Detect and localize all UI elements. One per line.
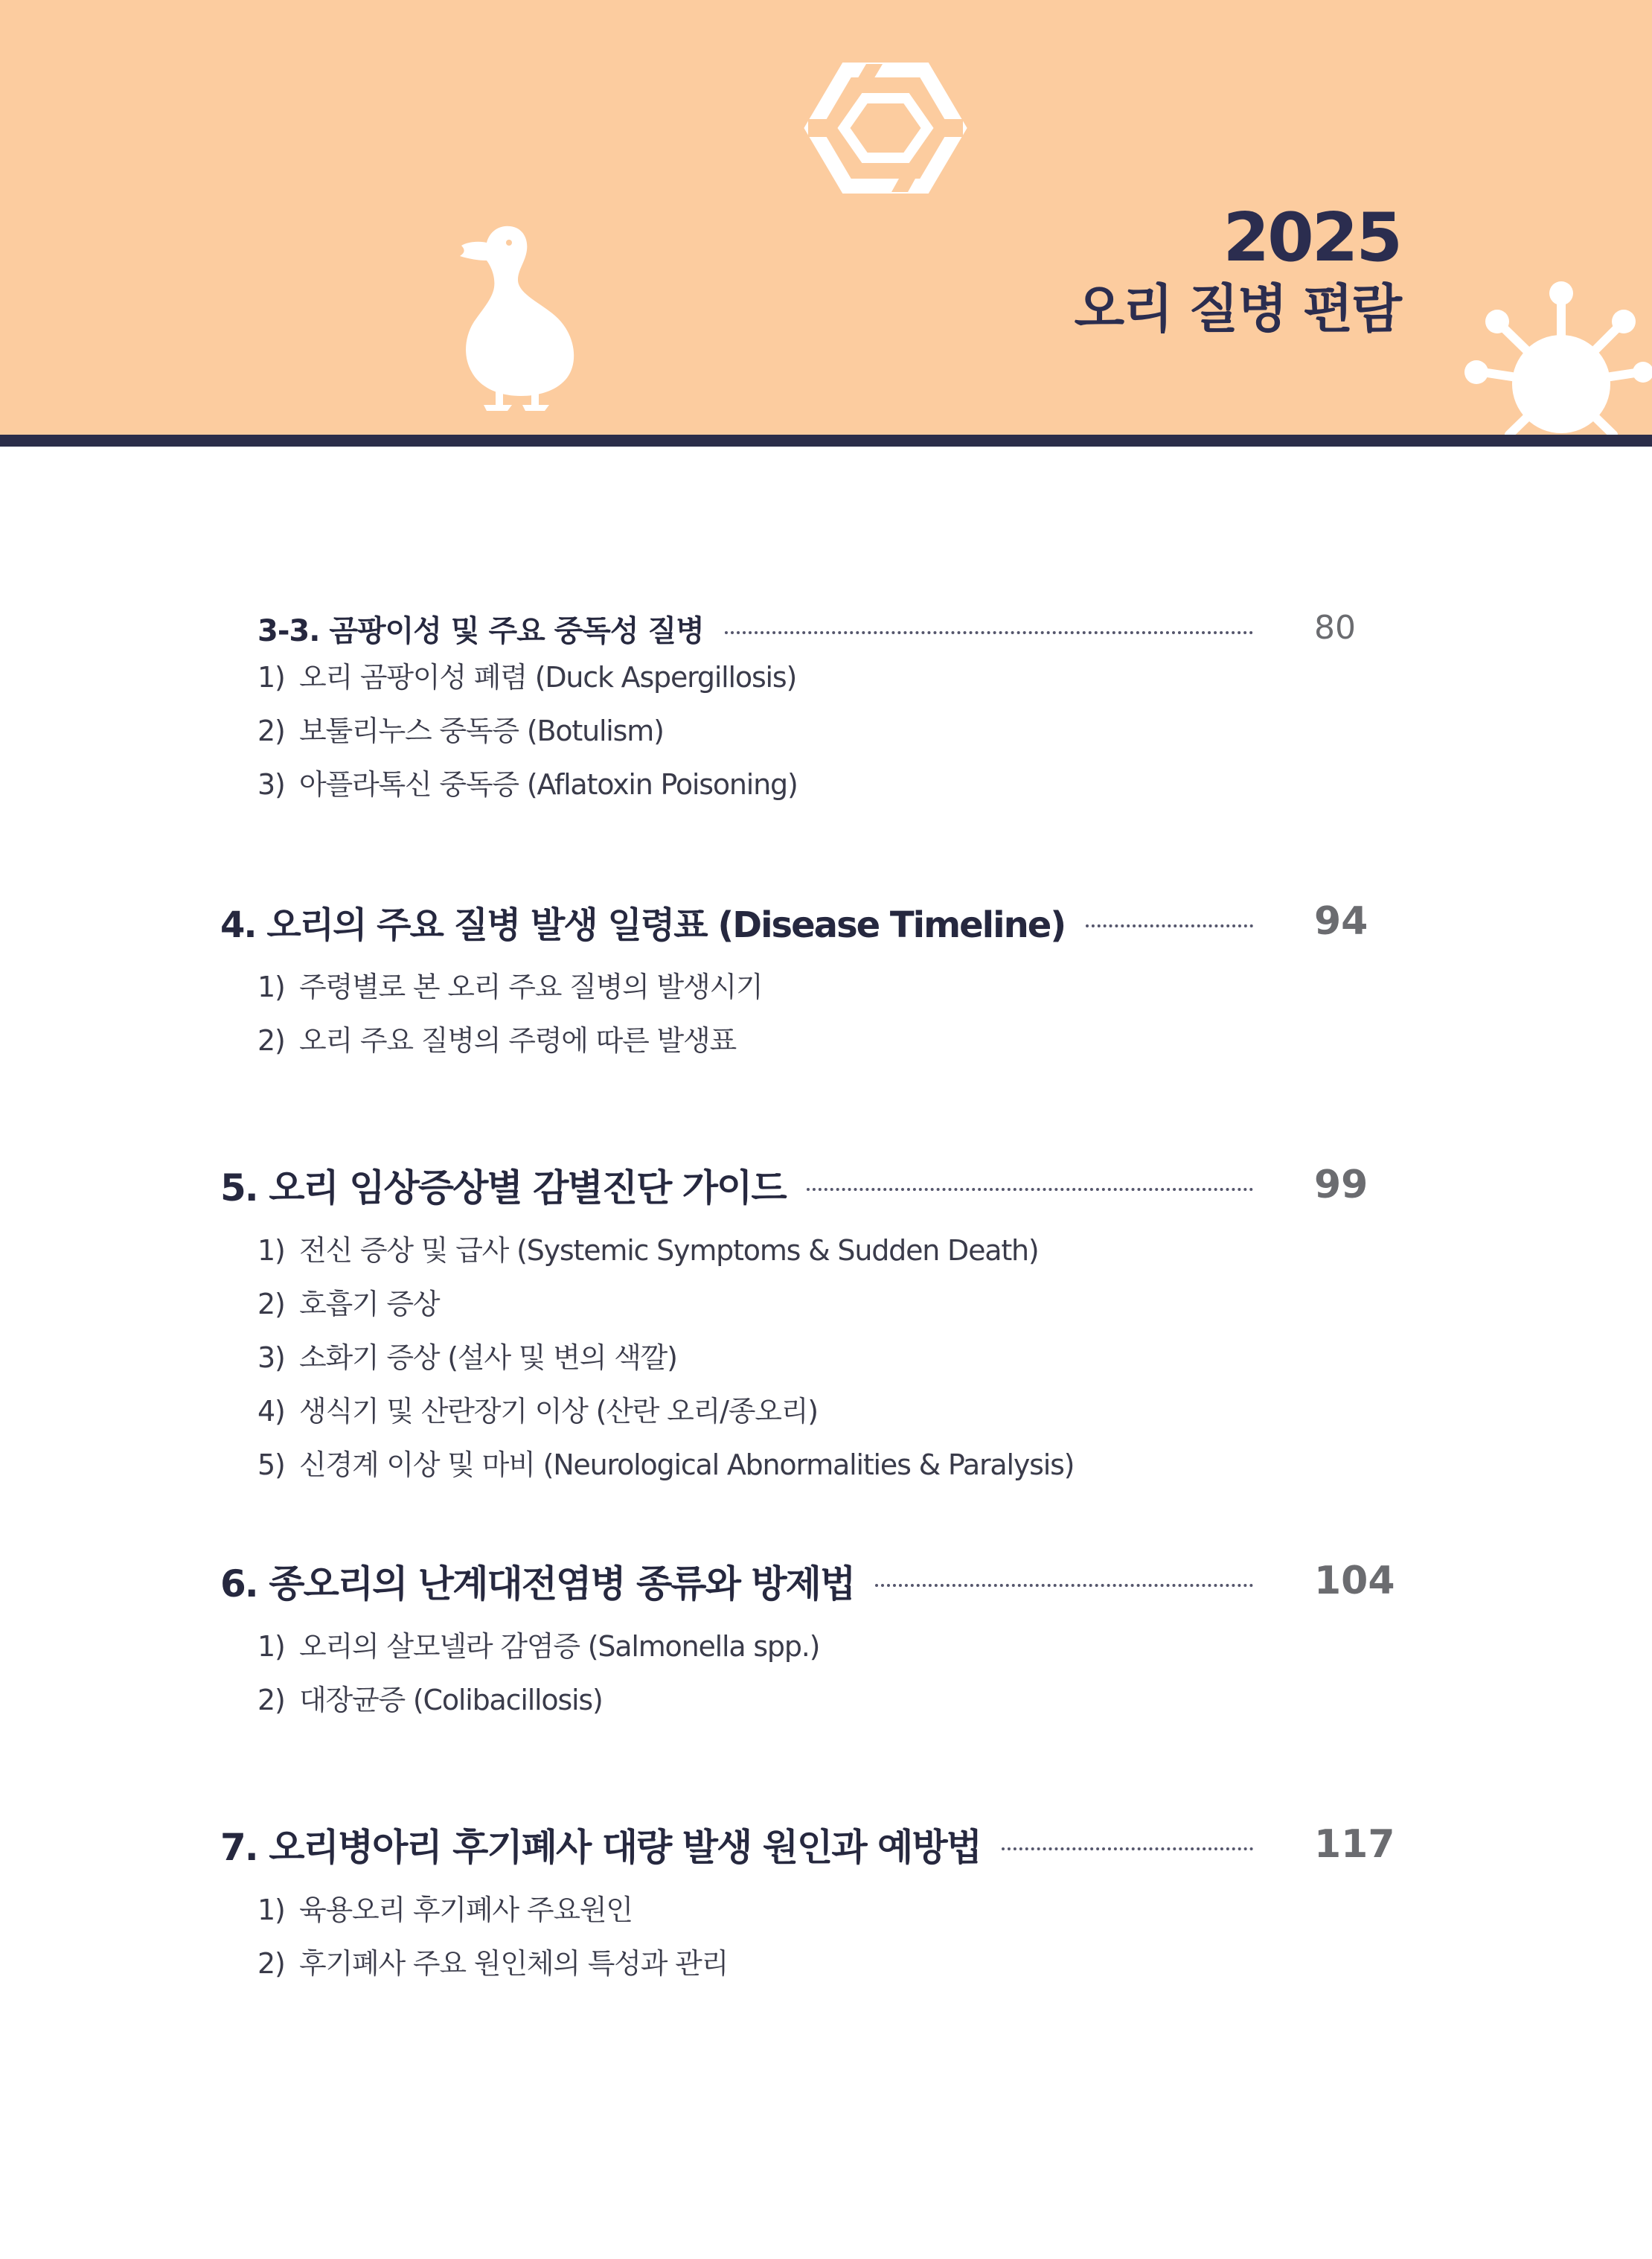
toc-item[interactable] xyxy=(257,1620,819,1673)
toc-item[interactable] xyxy=(257,1331,1074,1384)
toc-item-number: 2) xyxy=(257,1024,285,1057)
toc-item[interactable] xyxy=(257,1673,819,1727)
title-year: 2025 xyxy=(1223,199,1400,277)
toc-section-heading[interactable] xyxy=(220,895,1274,948)
toc-section-title: 4. 오리의 주요 질병 발생 일령표 (Disease Timeline) xyxy=(220,904,1066,946)
toc-item-text: 오리 곰팡이성 폐렴 (Duck Aspergillosis) xyxy=(299,661,797,694)
toc-item-number: 1) xyxy=(257,1894,285,1926)
toc-item-text: 보툴리누스 중독증 (Botulism) xyxy=(299,715,664,747)
toc-item-number: 5) xyxy=(257,1448,285,1481)
toc-page-number: 99 xyxy=(1314,1163,1368,1207)
toc-page-number: 80 xyxy=(1314,609,1356,647)
toc-item-number: 1) xyxy=(257,1630,285,1663)
toc-item-text: 생식기 및 산란장기 이상 (산란 오리/종오리) xyxy=(299,1395,818,1428)
toc-item-text: 후기폐사 주요 원인체의 특성과 관리 xyxy=(299,1947,729,1980)
toc-section-title: 5. 오리 임상증상별 감별진단 가이드 xyxy=(220,1166,786,1210)
toc-page-number: 94 xyxy=(1314,899,1368,944)
toc-item-number: 2) xyxy=(257,1947,285,1980)
title-main: 오리 질병 편람 xyxy=(1074,278,1400,339)
toc-item[interactable] xyxy=(257,651,798,704)
toc-item-text: 주령별로 본 오리 주요 질병의 발생시기 xyxy=(299,971,763,1003)
toc-item-list xyxy=(257,960,763,1067)
toc-item-text: 신경계 이상 및 마비 (Neurological Abnormalities & Paralysis) xyxy=(299,1448,1075,1481)
toc-item[interactable] xyxy=(257,960,763,1014)
toc-item-number: 2) xyxy=(257,1684,285,1716)
toc-item-text: 대장균증 (Colibacillosis) xyxy=(299,1684,603,1716)
toc-item[interactable] xyxy=(257,1014,763,1067)
toc-item-number: 3) xyxy=(257,768,285,801)
toc-section-heading[interactable] xyxy=(220,1818,1274,1871)
dot-leader xyxy=(1086,924,1253,927)
toc-item-list xyxy=(257,651,798,811)
toc-item-number: 4) xyxy=(257,1395,285,1428)
dot-leader xyxy=(725,631,1253,634)
toc-item-text: 호흡기 증상 xyxy=(299,1288,440,1320)
dot-leader xyxy=(1002,1847,1253,1850)
toc-item-number: 1) xyxy=(257,1234,285,1267)
toc-page-number: 117 xyxy=(1314,1822,1395,1867)
toc-item-text: 오리의 살모넬라 감염증 (Salmonella spp.) xyxy=(299,1630,820,1663)
toc-item-text: 소화기 증상 (설사 및 변의 색깔) xyxy=(299,1341,677,1374)
toc-item-list xyxy=(257,1620,819,1727)
toc-page-number: 104 xyxy=(1314,1559,1395,1603)
dot-leader xyxy=(807,1188,1253,1191)
toc-item-text: 전신 증상 및 급사 (Systemic Symptoms & Sudden Death) xyxy=(299,1234,1039,1267)
toc-item[interactable] xyxy=(257,1937,728,1990)
toc-section-heading[interactable] xyxy=(257,606,1274,651)
toc-section-title: 3-3. 곰팡이성 및 주요 중독성 질병 xyxy=(257,613,704,648)
toc-item-number: 3) xyxy=(257,1341,285,1374)
toc-item[interactable] xyxy=(257,758,798,811)
toc-item[interactable] xyxy=(257,1438,1074,1492)
toc-item[interactable] xyxy=(257,704,798,758)
toc-item-number: 1) xyxy=(257,971,285,1003)
toc-item[interactable] xyxy=(257,1224,1074,1277)
toc-item[interactable] xyxy=(257,1384,1074,1438)
toc-item[interactable] xyxy=(257,1883,728,1937)
toc-item-text: 오리 주요 질병의 주령에 따른 발생표 xyxy=(299,1024,737,1057)
dot-leader xyxy=(875,1584,1253,1587)
toc-section-title: 6. 종오리의 난계대전염병 종류와 방제법 xyxy=(220,1562,855,1605)
toc-section-heading[interactable] xyxy=(220,1554,1274,1608)
toc-section-heading[interactable] xyxy=(220,1158,1274,1212)
toc-item-text: 육용오리 후기폐사 주요원인 xyxy=(299,1894,633,1926)
toc-item-number: 1) xyxy=(257,661,285,694)
toc-item-list xyxy=(257,1224,1074,1492)
toc-section-title: 7. 오리병아리 후기폐사 대량 발생 원인과 예방법 xyxy=(220,1826,981,1869)
toc-item-list xyxy=(257,1883,728,1990)
toc-item[interactable] xyxy=(257,1277,1074,1331)
toc-item-number: 2) xyxy=(257,1288,285,1320)
toc-item-text: 아플라톡신 중독증 (Aflatoxin Poisoning) xyxy=(299,768,798,801)
toc-item-number: 2) xyxy=(257,715,285,747)
